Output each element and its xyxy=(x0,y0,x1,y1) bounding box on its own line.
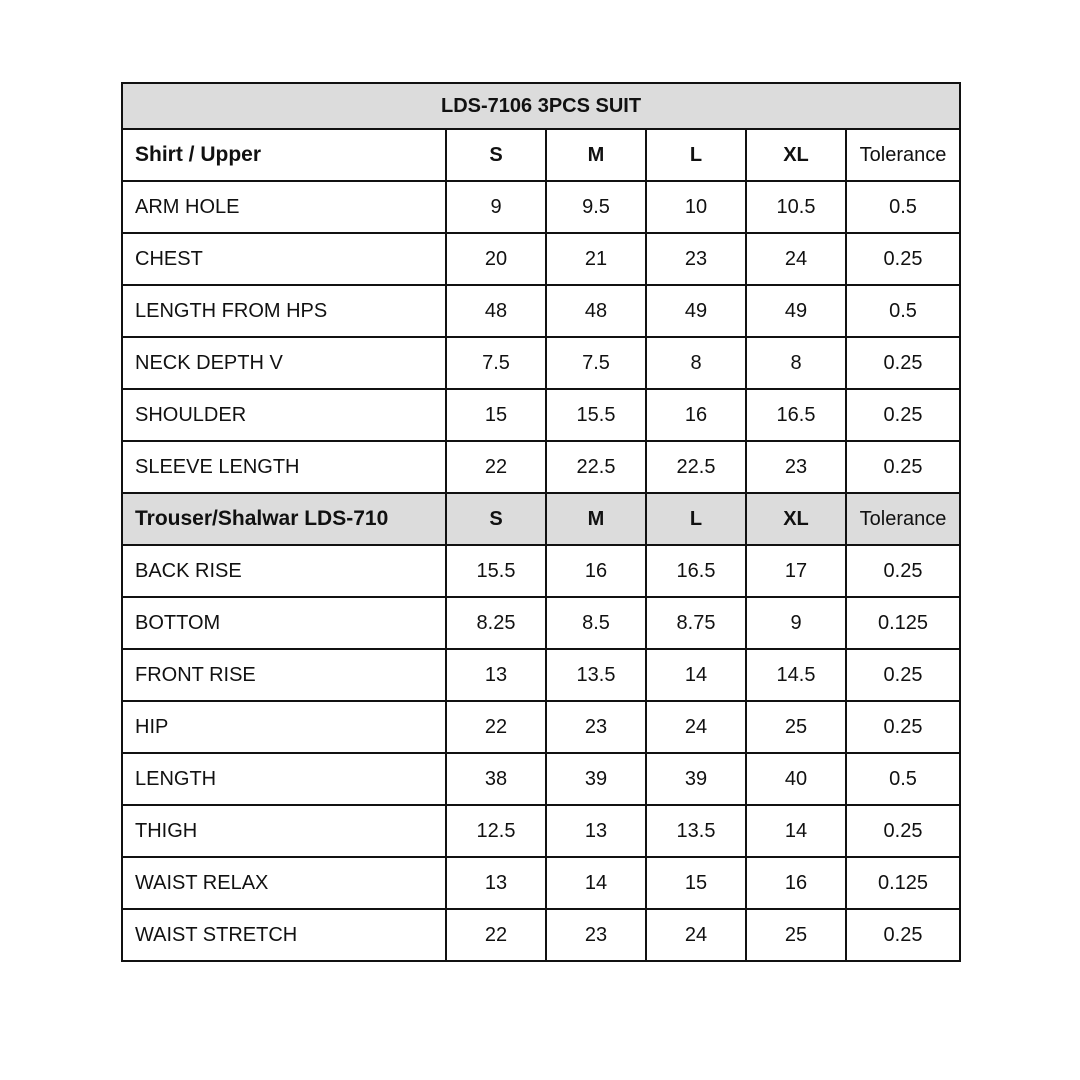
table-row xyxy=(122,337,960,389)
size-value: 13.5 xyxy=(646,805,746,857)
table-row xyxy=(122,285,960,337)
measurement-label: HIP xyxy=(122,701,446,753)
size-value: 22.5 xyxy=(646,441,746,493)
trouser-header-row xyxy=(122,493,960,545)
measurement-label: WAIST STRETCH xyxy=(122,909,446,961)
tolerance-value: 0.125 xyxy=(846,857,960,909)
size-value: 8.75 xyxy=(646,597,746,649)
size-value: 14 xyxy=(546,857,646,909)
size-value: 22 xyxy=(446,441,546,493)
size-value: 48 xyxy=(446,285,546,337)
size-value: 13 xyxy=(446,857,546,909)
table-row xyxy=(122,181,960,233)
size-header-xl: XL xyxy=(746,129,846,181)
size-header-l: L xyxy=(646,129,746,181)
table-row xyxy=(122,389,960,441)
size-value: 10 xyxy=(646,181,746,233)
tolerance-header: Tolerance xyxy=(846,129,960,181)
size-value: 23 xyxy=(546,701,646,753)
size-value: 38 xyxy=(446,753,546,805)
size-value: 20 xyxy=(446,233,546,285)
size-value: 49 xyxy=(646,285,746,337)
table-row xyxy=(122,805,960,857)
measurement-label: BOTTOM xyxy=(122,597,446,649)
measurement-label: LENGTH FROM HPS xyxy=(122,285,446,337)
tolerance-value: 0.25 xyxy=(846,805,960,857)
tolerance-header: Tolerance xyxy=(846,493,960,545)
table-row xyxy=(122,233,960,285)
chart-title: LDS-7106 3PCS SUIT xyxy=(122,83,960,129)
size-header-xl: XL xyxy=(746,493,846,545)
table-row xyxy=(122,909,960,961)
table-row xyxy=(122,649,960,701)
size-value: 9 xyxy=(746,597,846,649)
size-value: 14.5 xyxy=(746,649,846,701)
size-value: 22.5 xyxy=(546,441,646,493)
tolerance-value: 0.25 xyxy=(846,337,960,389)
size-header-l: L xyxy=(646,493,746,545)
size-value: 7.5 xyxy=(446,337,546,389)
measurement-label: SHOULDER xyxy=(122,389,446,441)
size-value: 15 xyxy=(446,389,546,441)
size-header-m: M xyxy=(546,129,646,181)
size-value: 8.5 xyxy=(546,597,646,649)
tolerance-value: 0.5 xyxy=(846,181,960,233)
measurement-label: WAIST RELAX xyxy=(122,857,446,909)
title-row xyxy=(122,83,960,129)
size-value: 24 xyxy=(646,909,746,961)
tolerance-value: 0.5 xyxy=(846,285,960,337)
measurement-label: BACK RISE xyxy=(122,545,446,597)
size-chart-sheet xyxy=(121,82,959,962)
size-value: 16 xyxy=(546,545,646,597)
table-row xyxy=(122,701,960,753)
size-value: 16.5 xyxy=(646,545,746,597)
size-value: 13 xyxy=(446,649,546,701)
size-value: 48 xyxy=(546,285,646,337)
size-value: 24 xyxy=(646,701,746,753)
tolerance-value: 0.25 xyxy=(846,649,960,701)
tolerance-value: 0.25 xyxy=(846,233,960,285)
size-value: 40 xyxy=(746,753,846,805)
size-value: 8 xyxy=(646,337,746,389)
size-value: 14 xyxy=(646,649,746,701)
size-value: 16 xyxy=(646,389,746,441)
table-row xyxy=(122,545,960,597)
size-header-s: S xyxy=(446,129,546,181)
size-value: 10.5 xyxy=(746,181,846,233)
tolerance-value: 0.25 xyxy=(846,441,960,493)
size-value: 25 xyxy=(746,909,846,961)
size-value: 15 xyxy=(646,857,746,909)
size-chart-table xyxy=(121,82,961,962)
section-heading: Shirt / Upper xyxy=(122,129,446,181)
shirt-header-row xyxy=(122,129,960,181)
size-value: 49 xyxy=(746,285,846,337)
measurement-label: NECK DEPTH V xyxy=(122,337,446,389)
size-value: 22 xyxy=(446,701,546,753)
tolerance-value: 0.125 xyxy=(846,597,960,649)
measurement-label: FRONT RISE xyxy=(122,649,446,701)
size-value: 15.5 xyxy=(546,389,646,441)
size-value: 9.5 xyxy=(546,181,646,233)
tolerance-value: 0.25 xyxy=(846,389,960,441)
size-value: 16.5 xyxy=(746,389,846,441)
measurement-label: LENGTH xyxy=(122,753,446,805)
size-value: 39 xyxy=(546,753,646,805)
size-value: 14 xyxy=(746,805,846,857)
size-value: 13 xyxy=(546,805,646,857)
size-value: 7.5 xyxy=(546,337,646,389)
table-row xyxy=(122,441,960,493)
size-value: 15.5 xyxy=(446,545,546,597)
measurement-label: CHEST xyxy=(122,233,446,285)
measurement-label: ARM HOLE xyxy=(122,181,446,233)
size-header-s: S xyxy=(446,493,546,545)
size-chart-body xyxy=(122,83,960,961)
size-value: 9 xyxy=(446,181,546,233)
size-value: 23 xyxy=(746,441,846,493)
size-value: 8 xyxy=(746,337,846,389)
size-value: 39 xyxy=(646,753,746,805)
section-heading: Trouser/Shalwar LDS-710 xyxy=(122,493,446,545)
tolerance-value: 0.25 xyxy=(846,545,960,597)
measurement-label: SLEEVE LENGTH xyxy=(122,441,446,493)
size-value: 21 xyxy=(546,233,646,285)
size-value: 24 xyxy=(746,233,846,285)
size-value: 22 xyxy=(446,909,546,961)
size-header-m: M xyxy=(546,493,646,545)
size-value: 12.5 xyxy=(446,805,546,857)
size-value: 13.5 xyxy=(546,649,646,701)
tolerance-value: 0.25 xyxy=(846,909,960,961)
size-value: 16 xyxy=(746,857,846,909)
size-value: 25 xyxy=(746,701,846,753)
size-value: 8.25 xyxy=(446,597,546,649)
measurement-label: THIGH xyxy=(122,805,446,857)
table-row xyxy=(122,857,960,909)
size-value: 23 xyxy=(646,233,746,285)
size-value: 23 xyxy=(546,909,646,961)
table-row xyxy=(122,753,960,805)
tolerance-value: 0.25 xyxy=(846,701,960,753)
tolerance-value: 0.5 xyxy=(846,753,960,805)
table-row xyxy=(122,597,960,649)
size-value: 17 xyxy=(746,545,846,597)
